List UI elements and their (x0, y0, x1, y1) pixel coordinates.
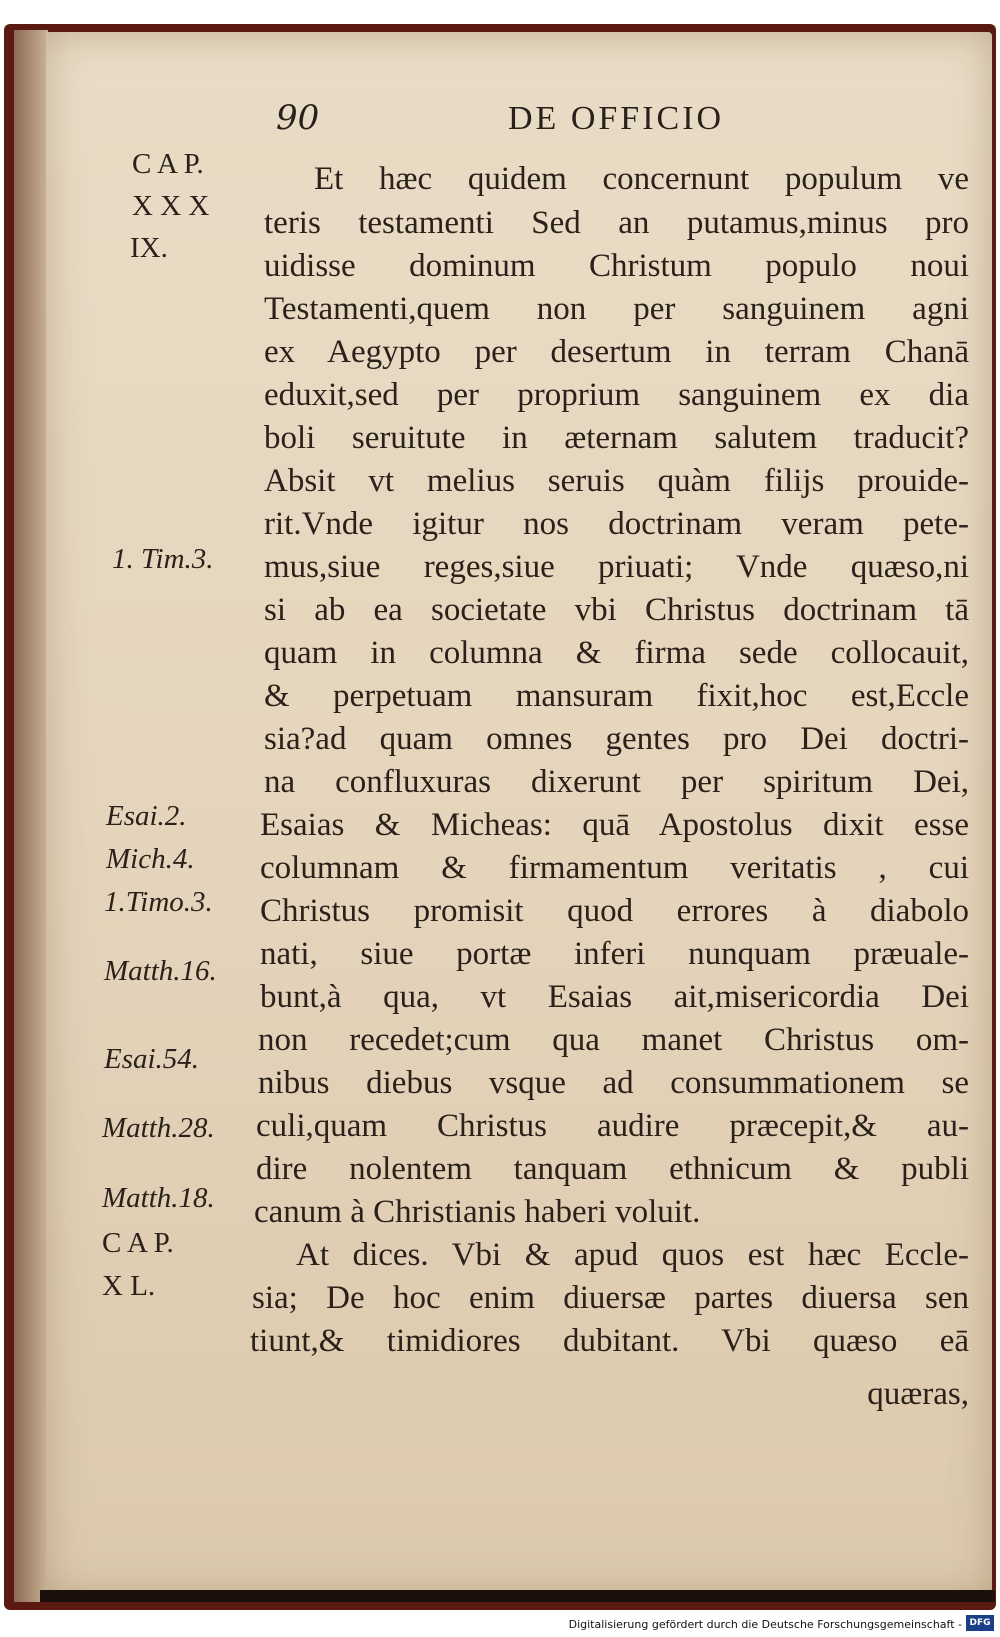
body-text-line: columnam & firmamentum veritatis , cui (260, 850, 969, 886)
margin-note: Esai.2. (106, 800, 187, 832)
margin-note: Matth.16. (104, 955, 217, 987)
body-text-line: mus,siue reges,siue priuati; Vnde quæso,ni (264, 549, 969, 585)
page-number: 90 (276, 98, 320, 138)
body-text-line: bunt,à qua, vt Esaias ait,misericordia Dei (260, 979, 969, 1015)
body-text-line: ex Aegypto per desertum in terram Chanā (264, 334, 969, 370)
margin-note: Matth.28. (102, 1112, 215, 1144)
running-title: DE OFFICIO (508, 100, 725, 137)
body-text-line: dire nolentem tanquam ethnicum & publi (256, 1151, 969, 1187)
dfg-logo: DFG (966, 1615, 994, 1631)
margin-note: Matth.18. (102, 1182, 215, 1214)
body-text-line: sia?ad quam omnes gentes pro Dei doctri- (264, 721, 969, 757)
catchword: quæras, (867, 1376, 969, 1412)
margin-note: X X X (132, 190, 210, 222)
digitization-footer (0, 1611, 1000, 1637)
body-text-line: rit.Vnde igitur nos doctrinam veram pete- (264, 506, 969, 542)
body-text-line: canum à Christianis haberi voluit. (254, 1194, 701, 1230)
body-text-line: nati, siue portæ inferi nunquam præuale- (260, 936, 969, 972)
body-text-line: nibus diebus vsque ad consummationem se (258, 1065, 969, 1101)
body-text-line: sia; De hoc enim diuersæ partes diuersa sen (252, 1280, 969, 1316)
body-text-line: Christus promisit quod errores à diabolo (260, 893, 969, 929)
margin-note: Mich.4. (106, 843, 195, 875)
funding-credit: Digitalisierung gefördert durch die Deutsche Forschungsgemeinschaft - (568, 1618, 962, 1631)
body-text-line: & perpetuam mansuram fixit,hoc est,Eccle (264, 678, 969, 714)
margin-note: 1. Tim.3. (112, 543, 214, 575)
body-text-line: na confluxuras dixerunt per spiritum Dei, (264, 764, 969, 800)
body-text-line: eduxit,sed per proprium sanguinem ex dia (264, 377, 969, 413)
body-text-line: At dices. Vbi & apud quos est hæc Eccle- (296, 1237, 969, 1273)
body-text-line: culi,quam Christus audire præcepit,& au- (256, 1108, 969, 1144)
body-text-line: tiunt,& timidiores dubitant. Vbi quæso eā (250, 1323, 969, 1359)
body-text-line: Absit vt melius seruis quàm filijs prouide- (264, 463, 969, 499)
body-text-line: Testamenti,quem non per sanguinem agni (264, 291, 969, 327)
page-gutter (14, 30, 48, 1602)
margin-note: IX. (130, 232, 168, 264)
body-text-line: teris testamenti Sed an putamus,minus pro (264, 205, 969, 241)
body-text-line: boli seruitute in æternam salutem traducit? (264, 420, 969, 456)
page-header (0, 98, 1000, 148)
margin-note: C A P. (102, 1227, 174, 1259)
margin-note: X L. (102, 1270, 156, 1302)
body-text-line: Esaias & Micheas: quā Apostolus dixit esse (260, 807, 969, 843)
margin-note: 1.Timo.3. (104, 886, 213, 918)
body-text-line: uidisse dominum Christum populo noui (264, 248, 969, 284)
body-text-line: si ab ea societate vbi Christus doctrinam tā (264, 592, 969, 628)
body-text-line: non recedet;cum qua manet Christus om- (258, 1022, 969, 1058)
margin-note: C A P. (132, 148, 204, 180)
body-text-line: Et hæc quidem concernunt populum ve (314, 161, 969, 197)
margin-note: Esai.54. (104, 1043, 200, 1075)
page-bottom-edge (40, 1590, 995, 1602)
body-text-line: quam in columna & firma sede collocauit, (264, 635, 969, 671)
